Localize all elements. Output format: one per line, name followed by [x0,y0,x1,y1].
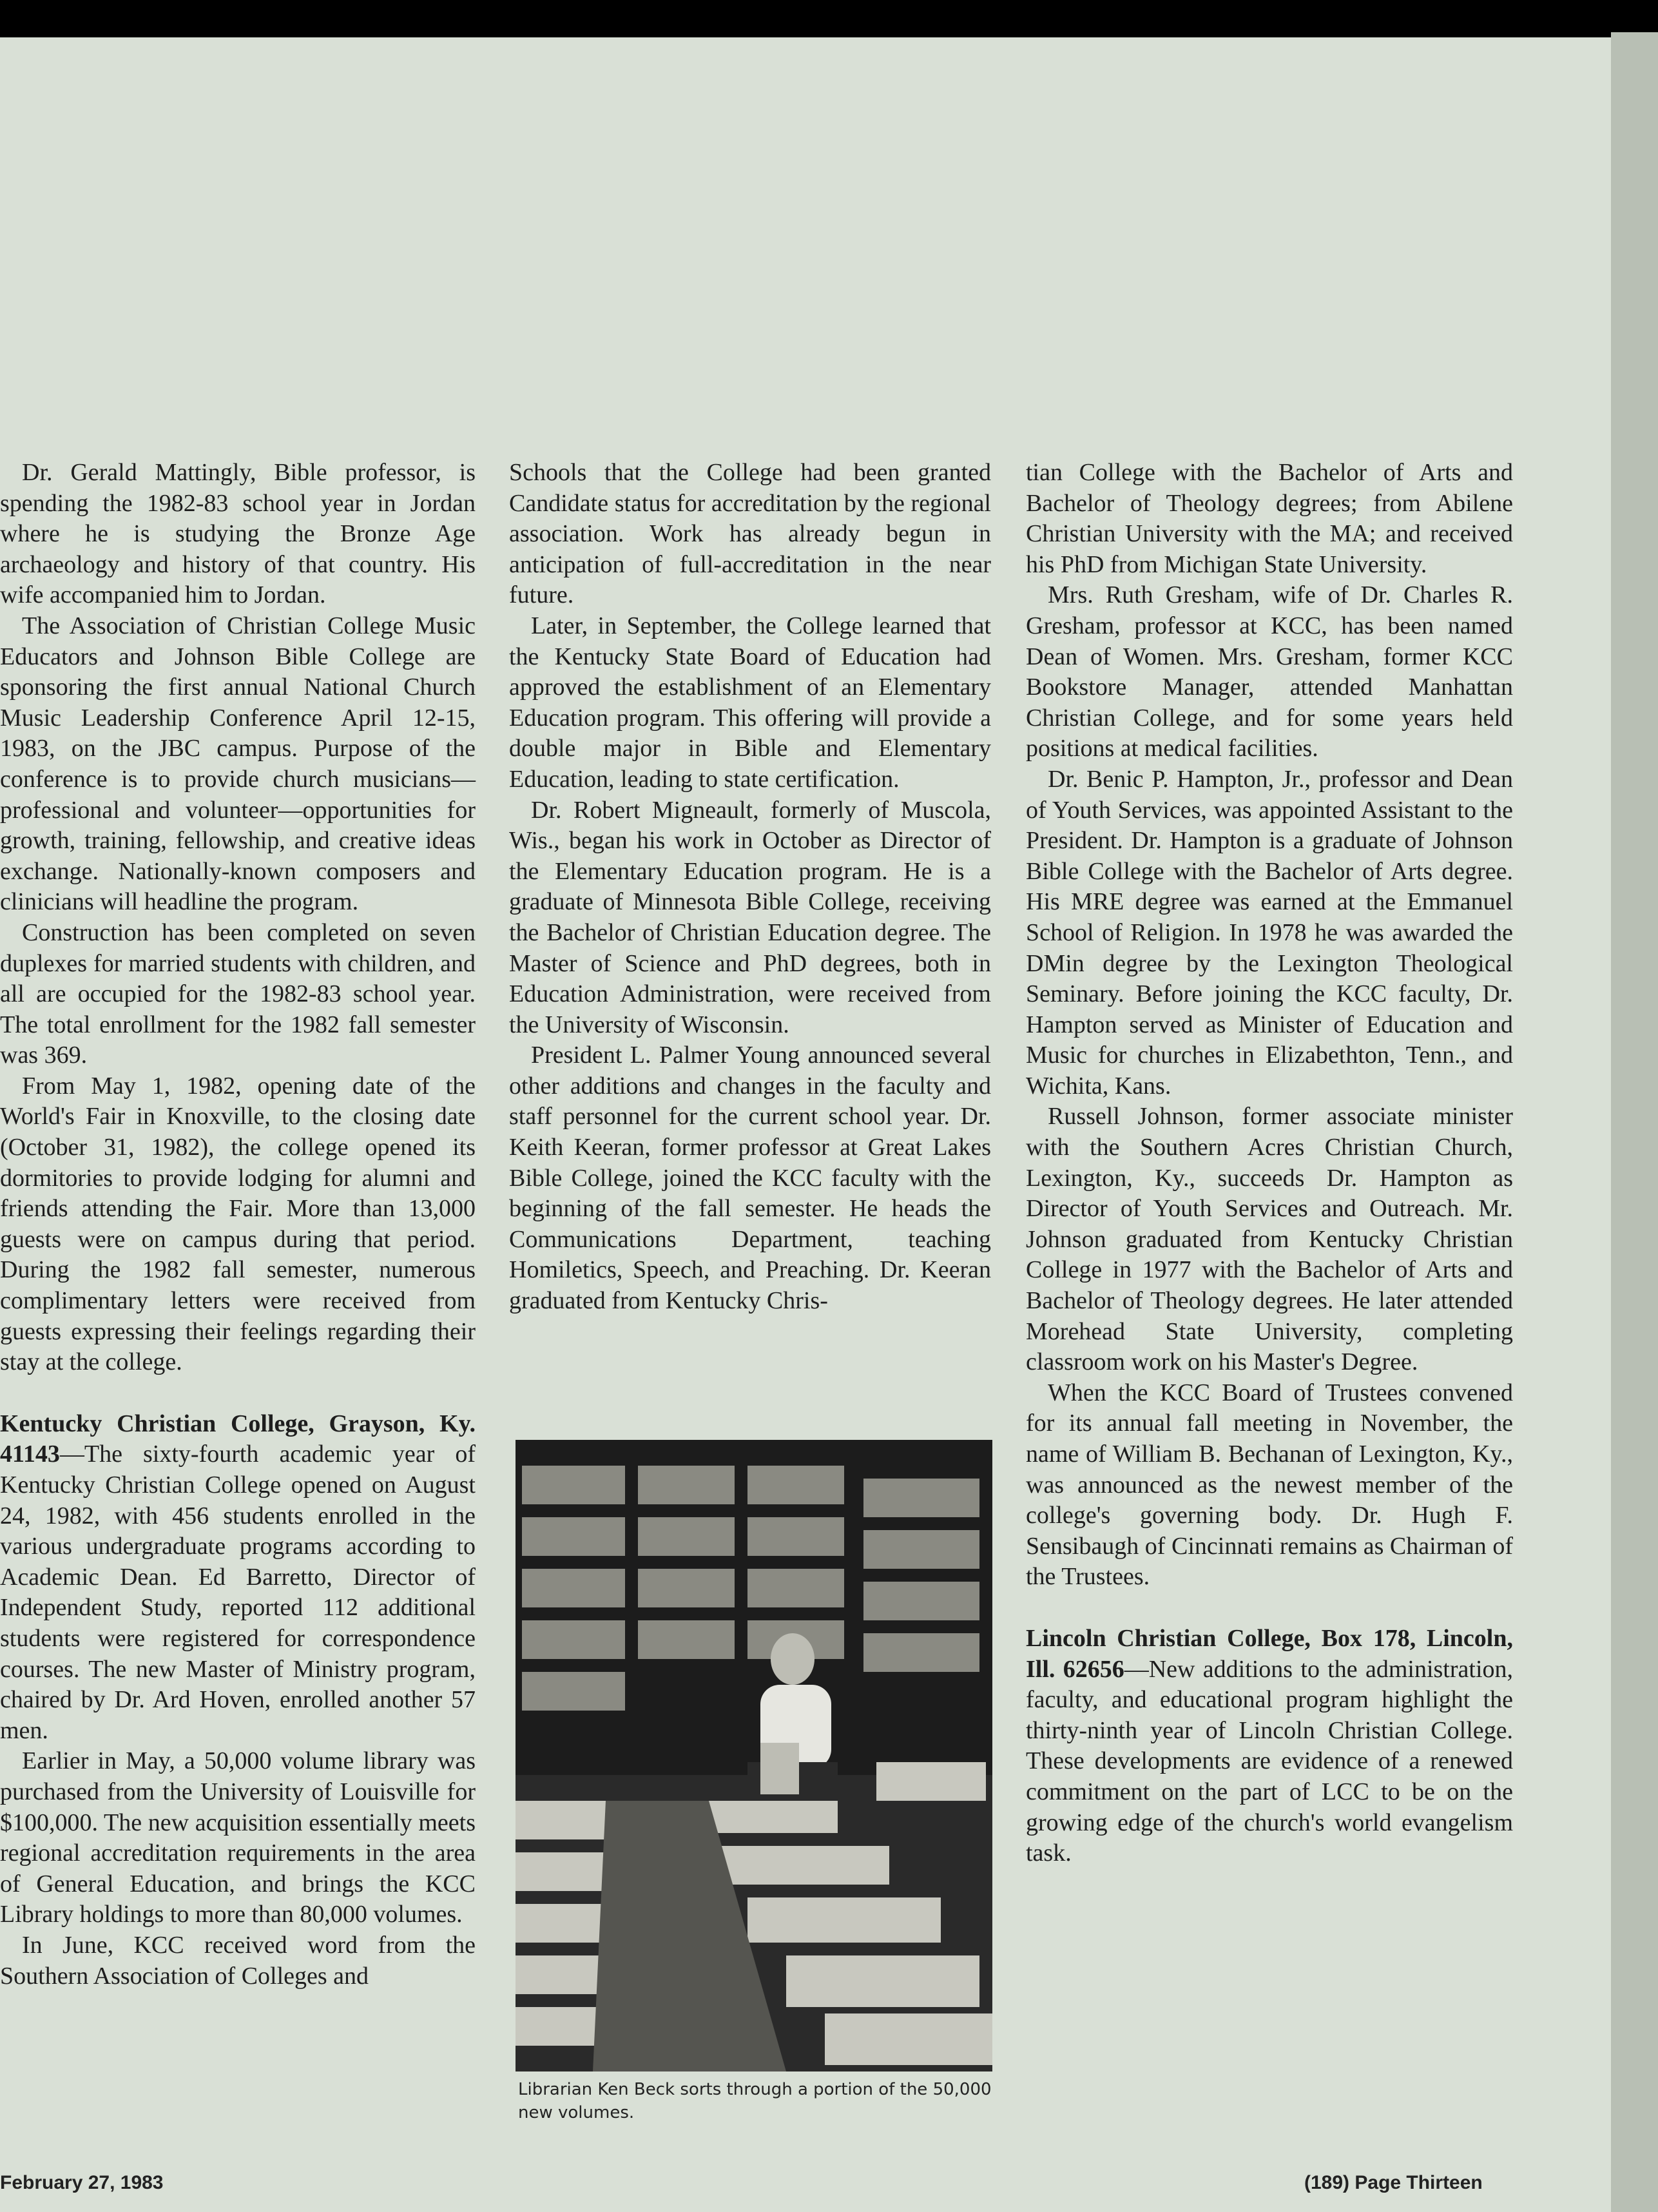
paragraph-music-conference: The Association of Christian College Music Educators and Johnson Bible College are sponsoring the first annual National Church Music Leadership Conference April 12-15, 1983, on the JBC campus. Purpose of the conference is to provide church musicians—professional and volunteer—opportunities for growth, training, fellowship, and creative ideas exchange. Nationally-known composers and clinicians will headline the program. [0,612,476,916]
paragraph-keeran: President L. Palmer Young announced several other additions and changes in the faculty and staff personnel for the current school year. Dr. Keith Keeran, former professor at Great Lakes Bible College, joined the KCC faculty with the beginning of the fall semester. He heads the Communications Department, teaching Homiletics, Speech, and Preaching. Dr. Keeran graduated from Kentucky Chris- [509,1042,991,1315]
paragraph-keeran-continued: tian College with the Bachelor of Arts and Bachelor of Theology degrees; from Abilene Christian University with the MA; and received his PhD from Michigan State University. [1026,459,1513,578]
paragraph-migneault: Dr. Robert Migneault, formerly of Muscola, Wis., began his work in October as Director of the Elementary Education program. He is a graduate of Minnesota Bible College, receiving the Bachelor of Christian Education degree. The Master of Science and PhD degrees, both in Education Administration, were received from the University of Wisconsin. [509,796,991,1038]
lcc-heading: Lincoln Christian College, Box 178, Lincoln, Ill. 62656 [1026,1624,1513,1683]
paragraph-gresham: Mrs. Ruth Gresham, wife of Dr. Charles R. Gresham, professor at KCC, has been named Dean of Women. Mrs. Gresham, former KCC Bookstore Manager, attended Manhattan Christian College, and for some years held positions at medical facilities. [1026,581,1513,762]
paragraph-mattingly: Dr. Gerald Mattingly, Bible professor, is spending the 1982-83 school year in Jordan where he is studying the Bronze Age archaeology and history of that country. His wife accompanied him to Jordan. [0,459,476,609]
kcc-heading: Kentucky Christian College, Grayson, Ky. 41143 [0,1410,476,1468]
kcc-opening-text: —The sixty-fourth academic year of Kentucky Christian College opened on August 24, 1982, with 456 students enrolled in the various undergraduate programs according to Academic Dean. Ed Barretto, Director of Independent Study, reported 112 additional students were registered for correspondence courses. The new Master of Ministry program, chaired by Dr. Ard Hoven, enrolled another 57 men. [0,1441,476,1744]
column-3 [1026,458,1513,1869]
librarian-photo-image [516,1440,992,2071]
paragraph-candidate-status: Schools that the College had been granted Candidate status for accreditation by the regional association. Work has already begun in anticipation of full-accreditation in the near future. [509,459,991,609]
paragraph-elementary-education: Later, in September, the College learned that the Kentucky State Board of Education had approved the establishment of an Elementary Education program. This offering will provide a double major in Bible and Elementary Education, leading to state certification. [509,612,991,793]
paragraph-kcc-opening [0,1409,476,1747]
footer-page-number: (189) Page Thirteen [1304,2172,1483,2193]
paragraph-worlds-fair: From May 1, 1982, opening date of the World's Fair in Knoxville, to the closing date (October 31, 1982), the college opened its dormitories to provide lodging for alumni and friends attending the Fair. More than 13,000 guests were on campus during that period. During the 1982 fall semester, numerous complimentary letters were received from guests expressing their feelings regarding their stay at the college. [0,1072,476,1376]
column-2 [509,458,991,1317]
paragraph-library-purchase: Earlier in May, a 50,000 volume library was purchased from the University of Louisville for $100,000. The new acquisition essentially meets regional accreditation requirements in the area of General Education, and brings the KCC Library holdings to more than 80,000 volumes. [0,1747,476,1928]
paragraph-trustees: When the KCC Board of Trustees convened for its annual fall meeting in November, the name of William B. Bechanan of Lexington, Ky., was announced as the newest member of the college's governing body. Dr. Hugh F. Sensibaugh of Cincinnati remains as Chairman of the Trustees. [1026,1379,1513,1591]
page-edge [1611,32,1658,2212]
paragraph-johnson: Russell Johnson, former associate minister with the Southern Acres Christian Church, Lexington, Ky., succeeds Dr. Hampton as Director of Youth Services and Outreach. Mr. Johnson graduated from Kentucky Christian College in 1977 with the Bachelor of Arts and Bachelor of Theology degrees. He later attended Morehead State University, completing classroom work on his Master's Degree. [1026,1103,1513,1376]
paragraph-duplexes: Construction has been completed on seven duplexes for married students with children, and all are occupied for the 1982-83 school year. The total enrollment for the 1982 fall semester was 369. [0,918,476,1069]
paragraph-accreditation-start: In June, KCC received word from the Southern Association of Colleges and [0,1931,476,1990]
photo-caption: Librarian Ken Beck sorts through a portion of the 50,000 new volumes. [518,2080,992,2122]
paragraph-hampton: Dr. Benic P. Hampton, Jr., professor and Dean of Youth Services, was appointed Assistant to the President. Dr. Hampton is a graduate of Johnson Bible College with the Bachelor of Arts degree. His MRE degree was earned at the Emmanuel School of Religion. In 1978 he was awarded the DMin degree by the Lexington Theological Seminary. Before joining the KCC faculty, Dr. Hampton served as Minister of Education and Music for churches in Elizabethton, Tenn., and Wichita, Kans. [1026,765,1513,1100]
lcc-text: —New additions to the administration, faculty, and educational program highlight the thirty-ninth year of Lincoln Christian College. These developments are evidence of a renewed commitment on the part of LCC to be on the growing edge of the church's world evangelism task. [1026,1655,1513,1867]
footer-date: February 27, 1983 [0,2172,164,2193]
column-1 [0,458,476,1992]
paragraph-lcc [1026,1624,1513,1869]
magazine-page [0,37,1611,2212]
library-photo [516,1440,992,2071]
